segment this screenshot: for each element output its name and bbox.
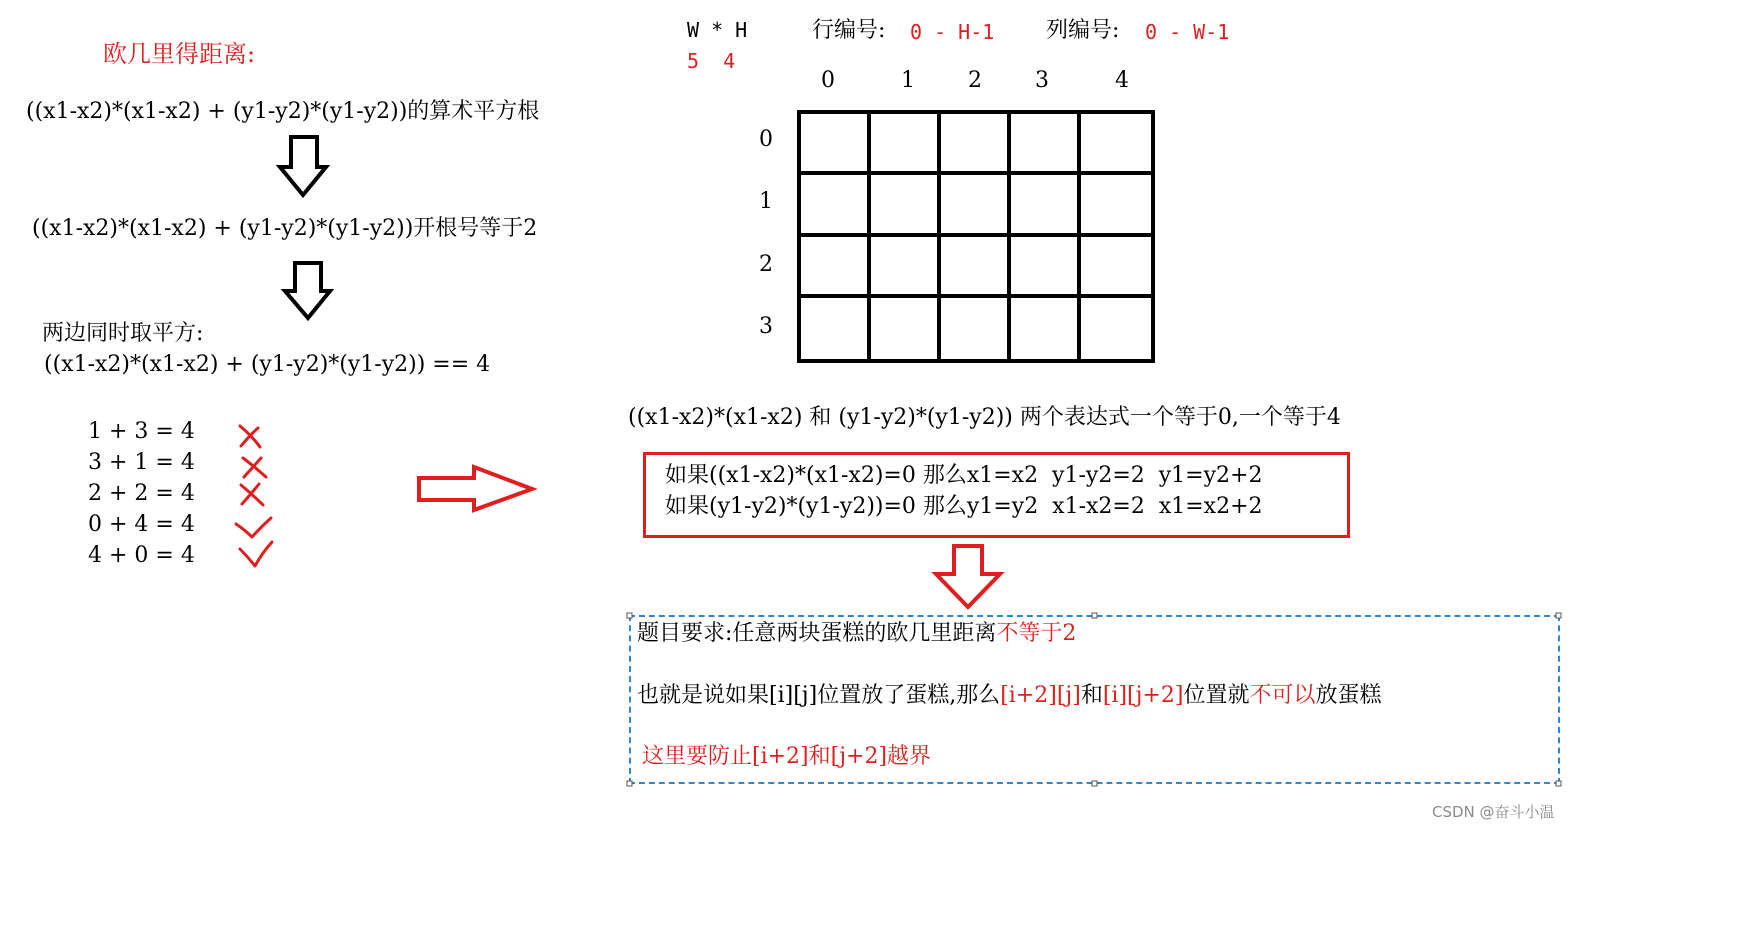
cross-icon	[241, 484, 263, 505]
requirement-highlight: 不可以	[1249, 683, 1316, 708]
row-index: 3	[759, 314, 773, 339]
col-number-label: 列编号:	[1046, 18, 1120, 43]
row-index: 2	[759, 252, 773, 277]
requirement-text: 和	[1080, 683, 1103, 708]
down-arrow-icon	[936, 546, 1000, 607]
dims-values: 5 4	[687, 49, 736, 73]
right-arrow-icon	[419, 467, 532, 510]
watermark: CSDN @奋斗小温	[1432, 803, 1555, 821]
formula-equals-4: ((x1-x2)*(x1-x2) + (y1-y2)*(y1-y2)) == 4	[44, 352, 491, 377]
down-arrow-icon	[285, 263, 330, 318]
case-row-1: 1 + 3 = 4	[88, 419, 195, 444]
cross-icon	[243, 458, 266, 477]
row-number-label: 行编号:	[812, 18, 886, 43]
col-index: 0	[821, 68, 835, 93]
case-analysis-line-2: 如果(y1-y2)*(y1-y2))=0 那么y1=y2 x1-x2=2 x1=x2+2	[665, 494, 1263, 519]
check-icon	[236, 518, 271, 537]
requirement-text: 题目要求:任意两块蛋糕的欧几里距离	[637, 621, 997, 646]
case-row-3: 2 + 2 = 4	[88, 481, 195, 506]
row-number-range: 0 - H-1	[910, 20, 995, 44]
case-row-2: 3 + 1 = 4	[88, 450, 195, 475]
dims-label: W * H	[687, 18, 748, 42]
case-row-4: 0 + 4 = 4	[88, 512, 195, 537]
section-title: 欧几里得距离:	[103, 40, 256, 68]
down-arrow-icon	[280, 137, 326, 195]
requirement-text: 也就是说如果[i][j]位置放了蛋糕,那么	[637, 683, 1001, 708]
case-analysis-line-1: 如果((x1-x2)*(x1-x2)=0 那么x1=x2 y1-y2=2 y1=y2+2	[665, 463, 1263, 488]
col-index: 3	[1035, 68, 1049, 93]
two-expressions-statement: ((x1-x2)*(x1-x2) 和 (y1-y2)*(y1-y2)) 两个表达式一个等于0,一个等于4	[628, 405, 1341, 430]
col-index: 4	[1115, 68, 1129, 93]
check-icon	[240, 542, 272, 566]
resize-handle	[1092, 781, 1097, 786]
cross-icon	[240, 426, 260, 447]
row-index: 0	[759, 127, 773, 152]
formula-sqrt: ((x1-x2)*(x1-x2) + (y1-y2)*(y1-y2))的算术平方根	[26, 99, 540, 124]
requirement-highlight: [i][j+2]	[1102, 683, 1184, 708]
square-both-sides-label: 两边同时取平方:	[42, 321, 204, 346]
requirement-highlight: [i+2][j]	[1000, 683, 1081, 708]
row-index: 1	[759, 189, 773, 214]
requirement-text: 位置就	[1183, 683, 1250, 708]
requirement-text: 放蛋糕	[1315, 683, 1382, 708]
col-index: 2	[968, 68, 982, 93]
resize-handle	[627, 613, 632, 618]
resize-handle	[1556, 781, 1561, 786]
resize-handle	[627, 781, 632, 786]
resize-handle	[1556, 613, 1561, 618]
formula-equals-2: ((x1-x2)*(x1-x2) + (y1-y2)*(y1-y2))开根号等于2	[32, 216, 538, 241]
requirement-line-3: 这里要防止[i+2]和[j+2]越界	[642, 744, 932, 769]
case-row-5: 4 + 0 = 4	[88, 543, 195, 568]
col-number-range: 0 - W-1	[1145, 20, 1230, 44]
requirement-highlight: 不等于2	[996, 621, 1077, 646]
resize-handle	[1092, 613, 1097, 618]
col-index: 1	[901, 68, 915, 93]
